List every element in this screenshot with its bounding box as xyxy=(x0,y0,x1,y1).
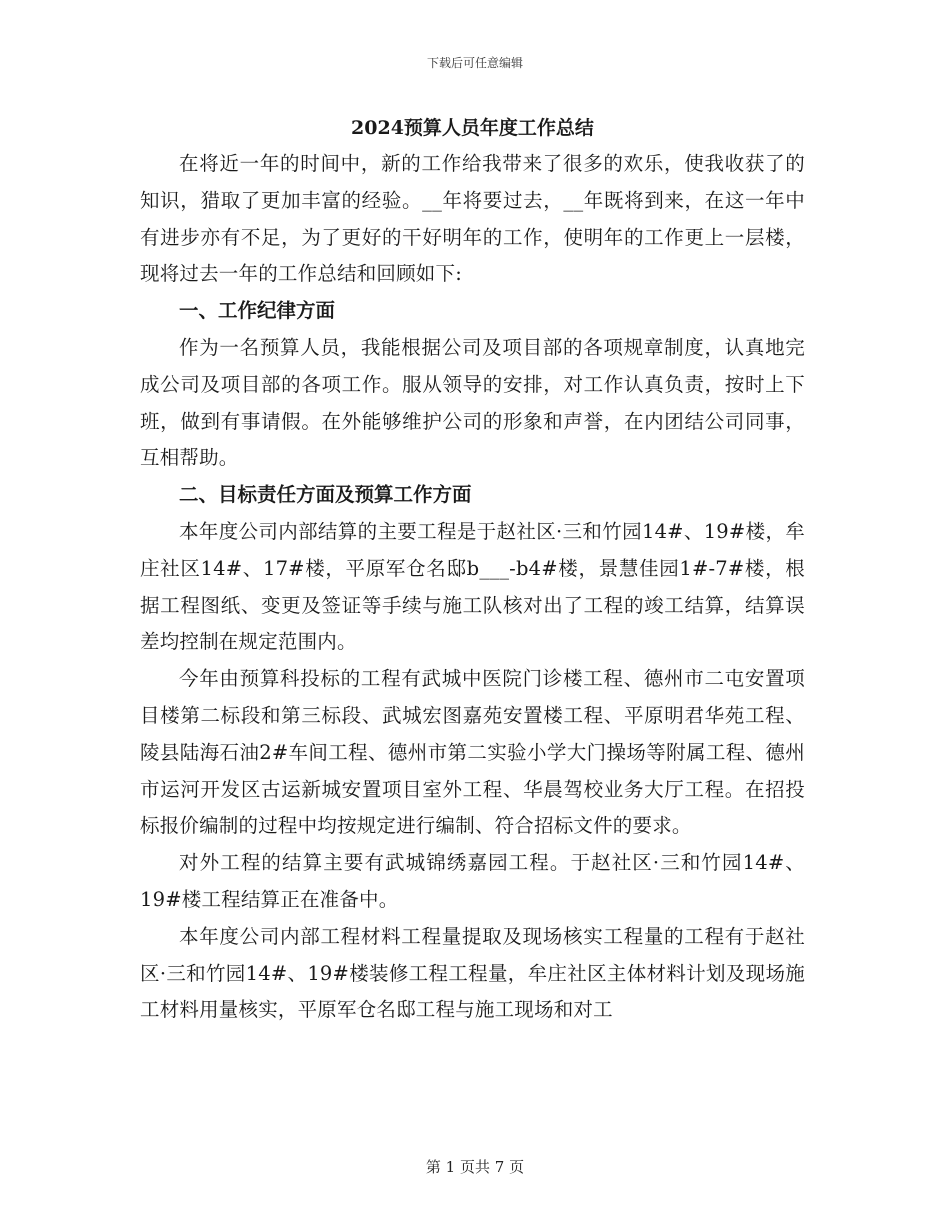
page-footer: 第 1 页共 7 页 xyxy=(425,1158,525,1176)
header-note: 下载后可任意编辑 xyxy=(426,56,523,70)
paragraph-materials: 本年度公司内部工程材料工程量提取及现场核实工程量的工程有于赵社区·三和竹园14#、19#楼装修工程工程量，牟庄社区主体材料计划及现场施工材料用量核实，平原军仓名邸工程与施工现场和对工 xyxy=(140,924,805,1022)
paragraph-intro: 在将近一年的时间中，新的工作给我带来了很多的欢乐，使我收获了的知识，猎取了更加丰富的经验。__年将要过去，__年既将到来，在这一年中有进步亦有不足，为了更好的干好明年的工作，使明年的工作更上一层楼，现将过去一年的工作总结和回顾如下: xyxy=(140,152,805,286)
paragraph-bidding: 今年由预算科投标的工程有武城中医院门诊楼工程、德州市二屯安置项目楼第二标段和第三标段、武城宏图嘉苑安置楼工程、平原明君华苑工程、陵县陆海石油2#车间工程、德州市第二实验小学大门操场等附属工程、德州市运河开发区古运新城安置项目室外工程、华晨驾校业务大厅工程。在招投标报价编制的过程中均按规定进行编制、符合招标文件的要求。 xyxy=(140,667,805,838)
paragraph-discipline: 作为一名预算人员，我能根据公司及项目部的各项规章制度，认真地完成公司及项目部的各项工作。服从领导的安排，对工作认真负责，按时上下班，做到有事请假。在外能够维护公司的形象和声誉，在内团结公司同事，互相帮助。 xyxy=(140,335,805,470)
paragraph-external-settlement: 对外工程的结算主要有武城锦绣嘉园工程。于赵社区·三和竹园14#、19#楼工程结算正在准备中。 xyxy=(140,851,805,911)
document-title: 2024预算人员年度工作总结 xyxy=(351,117,594,139)
section-heading-discipline: 一、工作纪律方面 xyxy=(179,299,336,323)
document-body xyxy=(140,114,805,1029)
paragraph-internal-settlement: 本年度公司内部结算的主要工程是于赵社区·三和竹园14#、19#楼，牟庄社区14#、17#楼，平原军仓名邸b___-b4#楼，景慧佳园1#-7#楼，根据工程图纸、变更及签证等手续与施工队核对出了工程的竣工结算，结算误差均控制在规定范围内。 xyxy=(140,519,805,654)
section-heading-targets: 二、目标责任方面及预算工作方面 xyxy=(179,483,472,507)
